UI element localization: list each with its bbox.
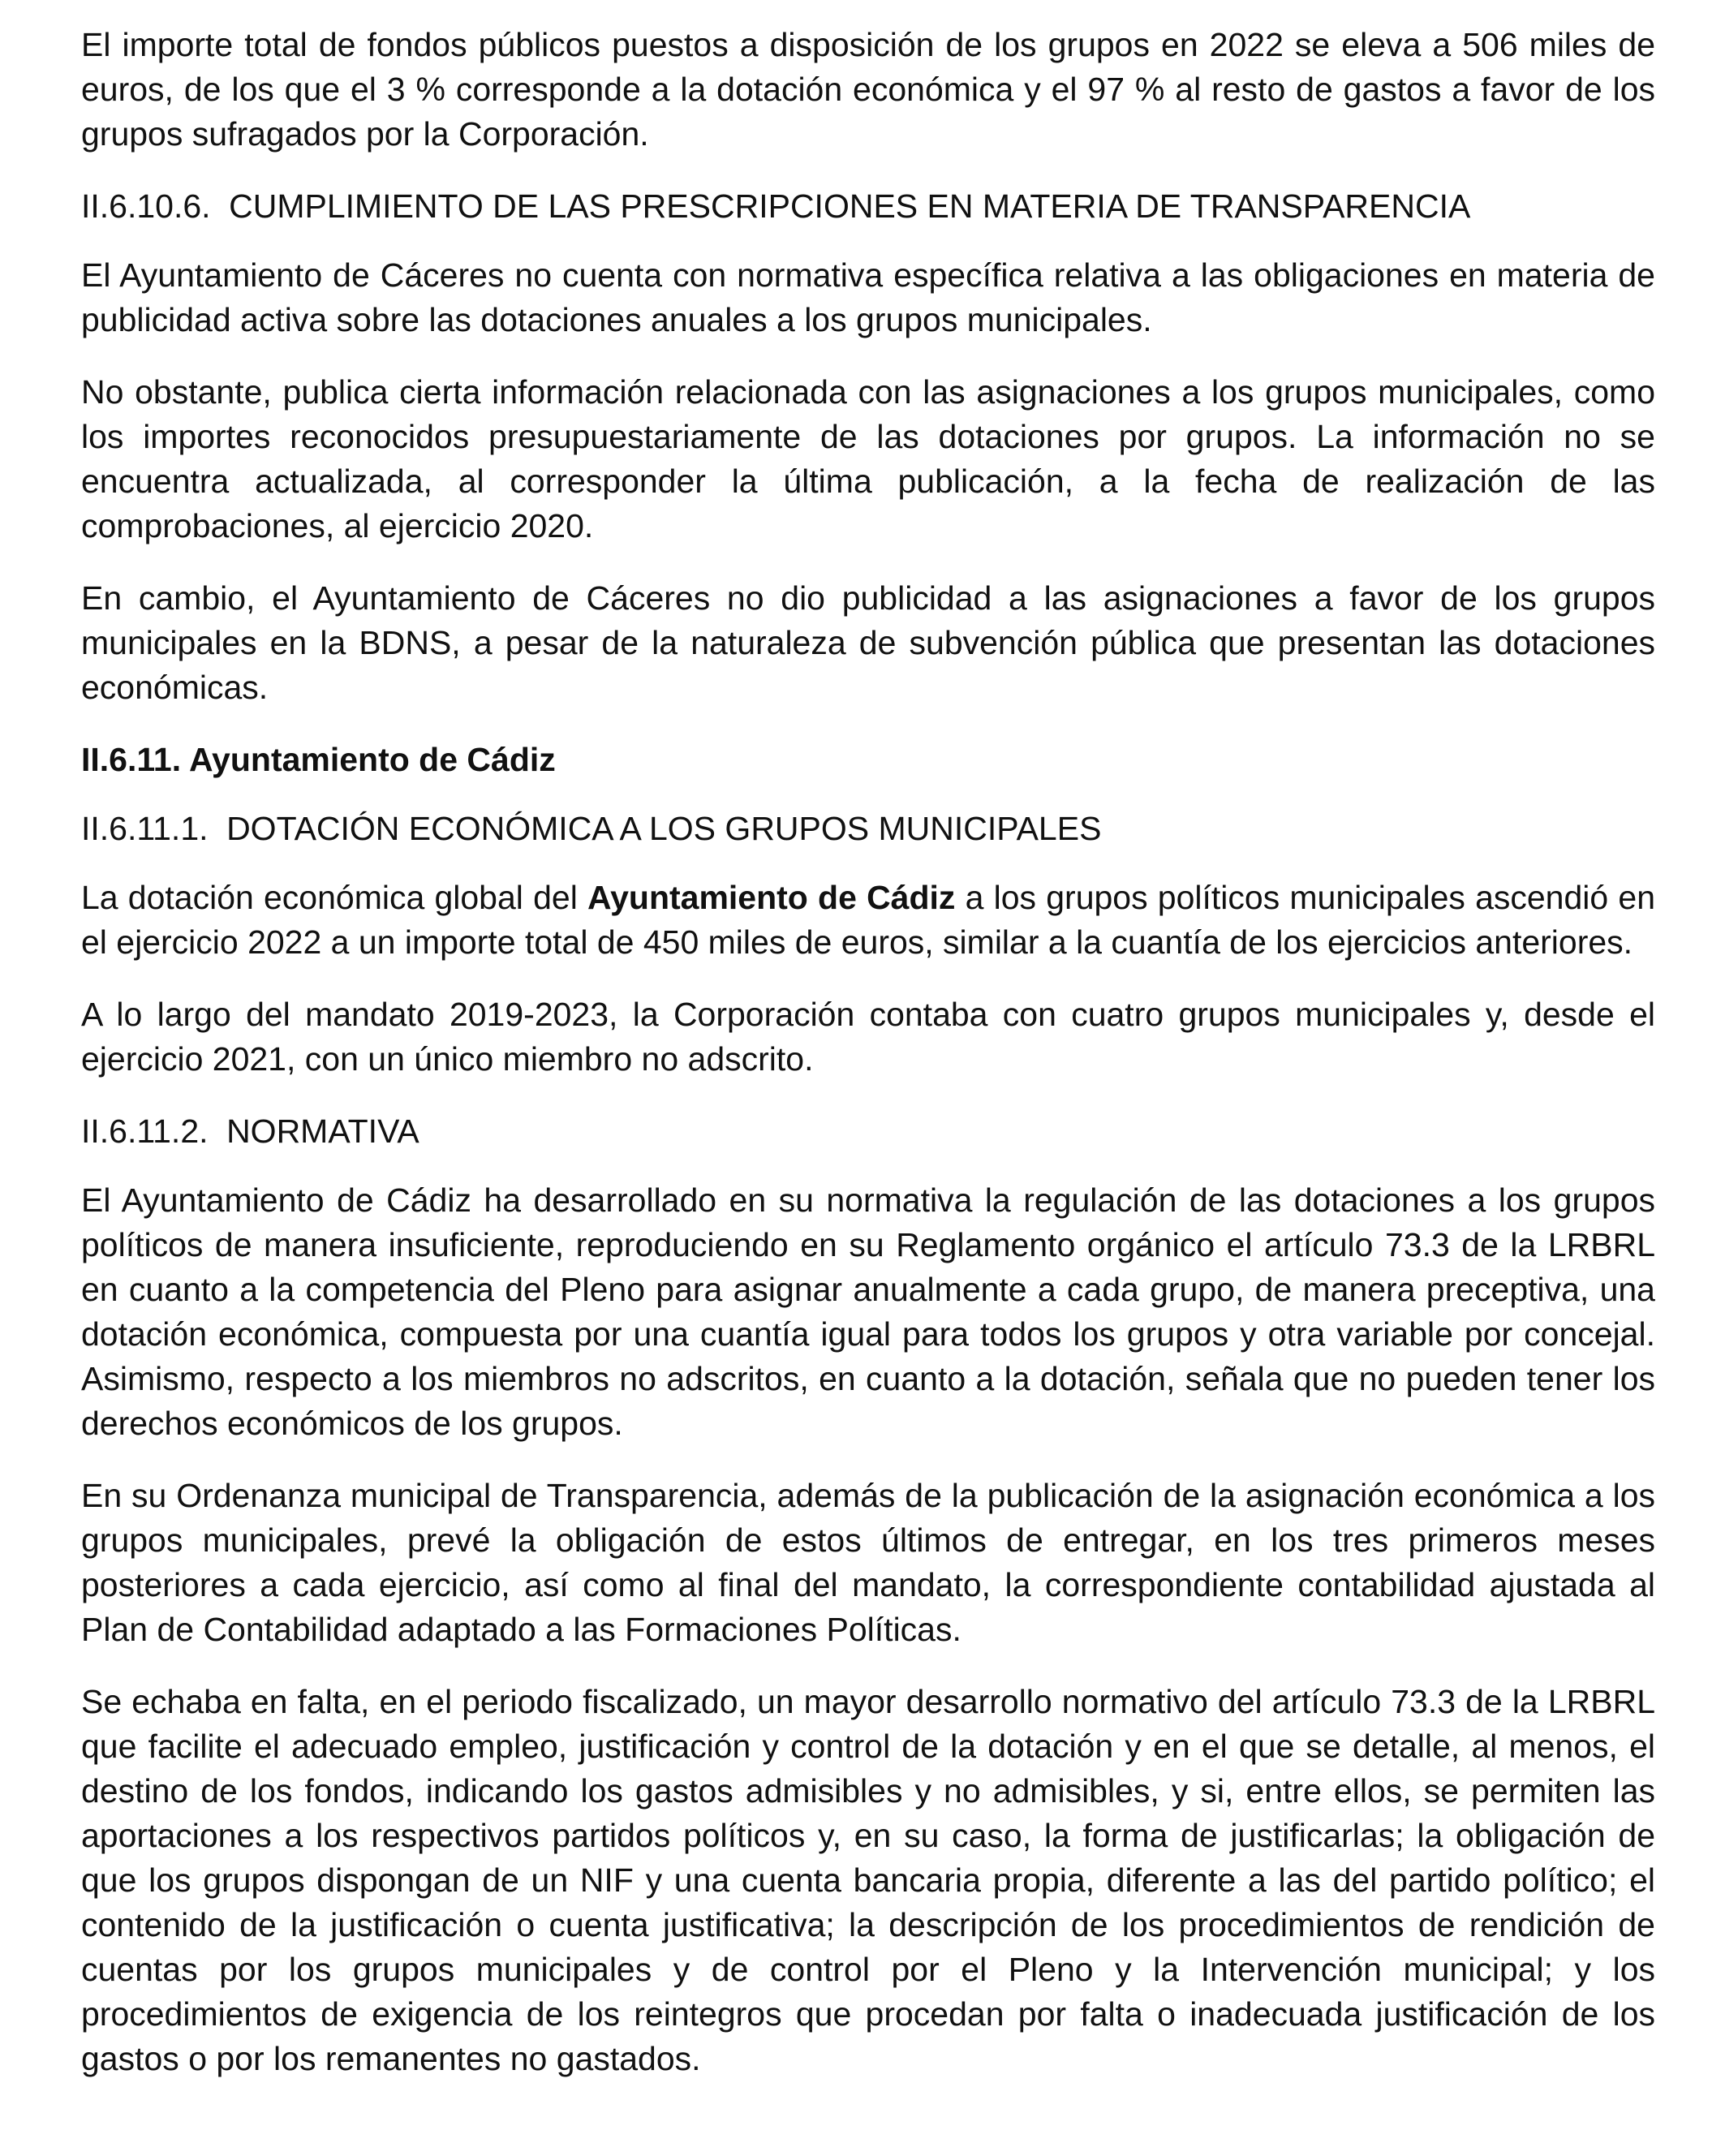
paragraph-caceres-publica: No obstante, publica cierta información relacionada con las asignaciones a los grupos municipales, como los importes reconocidos presupuestariamente de las dotaciones por grupos. La información no se encuentra actualizada, al corresponder la última publicación, a la fecha de realización de las comprobaciones, al ejercicio 2020. — [81, 373, 1655, 544]
heading-11-1-dotacion — [81, 807, 1655, 851]
paragraph-cadiz-dotacion-before: La dotación económica global del — [81, 879, 588, 916]
paragraph-cadiz-dotacion — [81, 876, 1655, 965]
section-heading-cadiz: II.6.11. Ayuntamiento de Cádiz — [81, 741, 556, 778]
paragraph-cadiz-dotacion-bold: Ayuntamiento de Cádiz — [587, 879, 956, 916]
heading-10-6-transparencia — [81, 184, 1655, 229]
paragraph-cadiz-mandato: A lo largo del mandato 2019-2023, la Corporación contaba con cuatro grupos municipales y, desde el ejercicio 2021, con un único miembro no adscrito. — [81, 996, 1655, 1078]
document-page — [81, 23, 1655, 2109]
heading-11-1-title: DOTACIÓN ECONÓMICA A LOS GRUPOS MUNICIPALES — [226, 810, 1102, 847]
paragraph-caceres-bdns: En cambio, el Ayuntamiento de Cáceres no dio publicidad a las asignaciones a favor de los grupos municipales en la BDNS, a pesar de la naturaleza de subvención pública que presentan las dotaciones económicas. — [81, 579, 1655, 706]
heading-11-2-number: II.6.11.2. — [81, 1112, 209, 1150]
heading-11-2-title: NORMATIVA — [226, 1112, 419, 1150]
paragraph-cadiz-reglamento: El Ayuntamiento de Cádiz ha desarrollado en su normativa la regulación de las dotaciones a los grupos políticos de manera insuficiente, reproduciendo en su Reglamento orgánico el artículo 73.3 de la LRBRL en cuanto a la competencia del Pleno para asignar anualmente a cada grupo, de manera preceptiva, una dotación económica, compuesta por una cuantía igual para todos los grupos y otra variable por concejal. Asimismo, respecto a los miembros no adscritos, en cuanto a la dotación, señala que no pueden tener los derechos económicos de los grupos. — [81, 1181, 1655, 1442]
paragraph-fondos-publicos: El importe total de fondos públicos puestos a disposición de los grupos en 2022 se eleva a 506 miles de euros, de los que el 3 % corresponde a la dotación económica y el 97 % al resto de gastos a favor de los grupos sufragados por la Corporación. — [81, 26, 1655, 153]
heading-11-1-number: II.6.11.1. — [81, 810, 209, 847]
heading-10-6-title: CUMPLIMIENTO DE LAS PRESCRIPCIONES EN MATERIA DE TRANSPARENCIA — [229, 187, 1471, 225]
paragraph-cadiz-desarrollo: Se echaba en falta, en el periodo fiscalizado, un mayor desarrollo normativo del artículo 73.3 de la LRBRL que facilite el adecuado empleo, justificación y control de la dotación y en el que se detalle, al menos, el destino de los fondos, indicando los gastos admisibles y no admisibles, y si, entre ellos, se permiten las aportaciones a los respectivos partidos políticos y, en su caso, la forma de justificarlas; la obligación de que los grupos dispongan de un NIF y una cuenta bancaria propia, diferente a las del partido político; el contenido de la justificación o cuenta justificativa; la descripción de los procedimientos de rendición de cuentas por los grupos municipales y de control por el Pleno y la Intervención municipal; y los procedimientos de exigencia de los reintegros que procedan por falta o inadecuada justificación de los gastos o por los remanentes no gastados. — [81, 1683, 1655, 2077]
heading-11-2-normativa — [81, 1109, 1655, 1154]
heading-10-6-number: II.6.10.6. — [81, 187, 211, 225]
paragraph-caceres-normativa: El Ayuntamiento de Cáceres no cuenta con normativa específica relativa a las obligaciones en materia de publicidad activa sobre las dotaciones anuales a los grupos municipales. — [81, 256, 1655, 338]
paragraph-cadiz-ordenanza: En su Ordenanza municipal de Transparencia, además de la publicación de la asignación económica a los grupos municipales, prevé la obligación de estos últimos de entregar, en los tres primeros meses posteriores a cada ejercicio, así como al final del mandato, la correspondiente contabilidad ajustada al Plan de Contabilidad adaptado a las Formaciones Políticas. — [81, 1477, 1655, 1648]
paragraph-cadiz-dotacion-after: a los grupos políticos municipales ascendió en el ejercicio 2022 a un importe total de 450 miles de euros, similar a la cuantía de los ejercicios anteriores. — [81, 879, 1655, 961]
